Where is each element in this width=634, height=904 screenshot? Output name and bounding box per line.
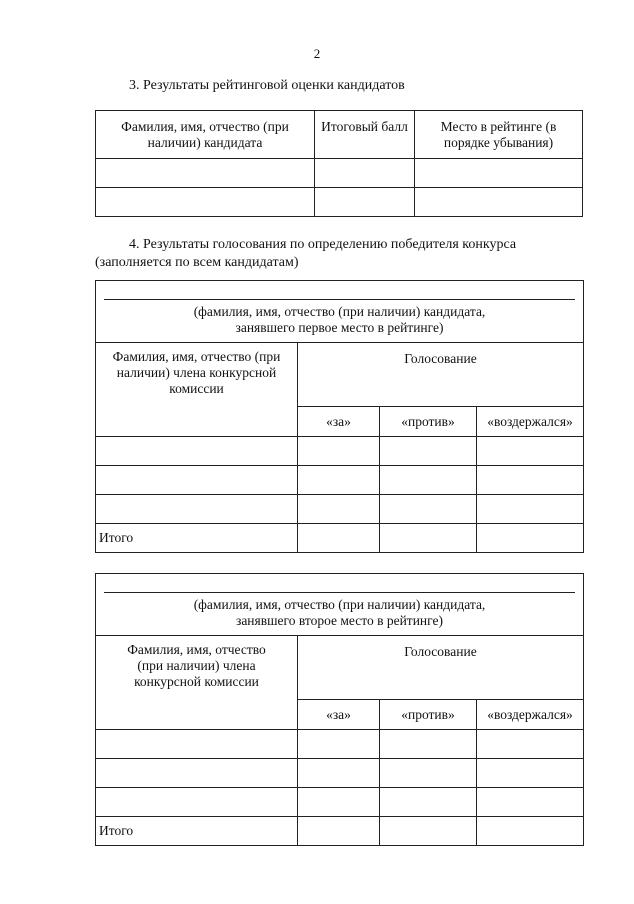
table-cell[interactable]: [96, 437, 298, 466]
table-cell[interactable]: [298, 730, 380, 759]
vote-abstain-header: «воздержался»: [477, 700, 584, 730]
rating-header-fio: Фамилия, имя, отчество (при наличии) кандидата: [96, 111, 315, 159]
member-header: Фамилия, имя, отчество (при наличии) члена конкурсной комиссии: [96, 343, 298, 437]
page-number: 2: [313, 46, 321, 61]
candidate-caption-cell: [96, 574, 584, 636]
vote-against-header: «против»: [380, 407, 477, 437]
voting-table-first: [95, 280, 584, 553]
table-cell[interactable]: [380, 788, 477, 817]
table-cell[interactable]: [415, 159, 583, 188]
table-cell[interactable]: [477, 437, 584, 466]
table-cell[interactable]: [477, 730, 584, 759]
candidate-caption-cell: [96, 281, 584, 343]
table-cell[interactable]: [477, 788, 584, 817]
rating-table: [95, 110, 583, 217]
table-cell[interactable]: [298, 759, 380, 788]
vote-for-header: «за»: [298, 407, 380, 437]
candidate-name-line[interactable]: [104, 299, 575, 300]
table-cell[interactable]: [96, 188, 315, 217]
table-cell[interactable]: [96, 159, 315, 188]
candidate-caption-line1: (фамилия, имя, отчество (при наличии) кандидата,: [193, 597, 486, 612]
table-cell[interactable]: [477, 524, 584, 553]
total-label: Итого: [96, 524, 298, 553]
table-cell[interactable]: [380, 437, 477, 466]
table-cell[interactable]: [477, 817, 584, 846]
candidate-caption-line1: (фамилия, имя, отчество (при наличии) кандидата,: [193, 304, 486, 319]
vote-against-header: «против»: [380, 700, 477, 730]
section4-title-line1: 4. Результаты голосования по определению победителя конкурса: [129, 237, 517, 252]
vote-for-header: «за»: [298, 700, 380, 730]
table-cell[interactable]: [96, 495, 298, 524]
table-cell[interactable]: [415, 188, 583, 217]
table-cell[interactable]: [315, 159, 415, 188]
table-cell[interactable]: [380, 495, 477, 524]
total-label: Итого: [96, 817, 298, 846]
table-cell[interactable]: [96, 466, 298, 495]
table-cell[interactable]: [298, 437, 380, 466]
candidate-name-line[interactable]: [104, 592, 575, 593]
table-cell[interactable]: [298, 466, 380, 495]
table-cell[interactable]: [477, 759, 584, 788]
voting-header: Голосование: [298, 636, 584, 700]
table-cell[interactable]: [380, 466, 477, 495]
table-cell[interactable]: [96, 730, 298, 759]
member-header: Фамилия, имя, отчество (при наличии) члена конкурсной комиссии: [96, 636, 298, 730]
table-cell[interactable]: [477, 495, 584, 524]
table-cell[interactable]: [315, 188, 415, 217]
table-cell[interactable]: [298, 817, 380, 846]
section4-title-line2: (заполняется по всем кандидатам): [95, 255, 299, 270]
table-cell[interactable]: [380, 759, 477, 788]
table-cell[interactable]: [298, 495, 380, 524]
rating-header-place: Место в рейтинге (в порядке убывания): [415, 111, 583, 159]
table-cell[interactable]: [477, 466, 584, 495]
table-cell[interactable]: [380, 524, 477, 553]
table-cell[interactable]: [298, 524, 380, 553]
table-cell[interactable]: [380, 730, 477, 759]
voting-table-second: [95, 573, 584, 846]
table-cell[interactable]: [96, 788, 298, 817]
voting-header: Голосование: [298, 343, 584, 407]
candidate-caption-line2: занявшего второе место в рейтинге): [235, 613, 443, 628]
rating-header-score: Итоговый балл: [315, 111, 415, 159]
table-cell[interactable]: [380, 817, 477, 846]
section3-title: 3. Результаты рейтинговой оценки кандидатов: [129, 78, 405, 93]
candidate-caption-line2: занявшего первое место в рейтинге): [235, 320, 444, 335]
table-cell[interactable]: [96, 759, 298, 788]
vote-abstain-header: «воздержался»: [477, 407, 584, 437]
table-cell[interactable]: [298, 788, 380, 817]
